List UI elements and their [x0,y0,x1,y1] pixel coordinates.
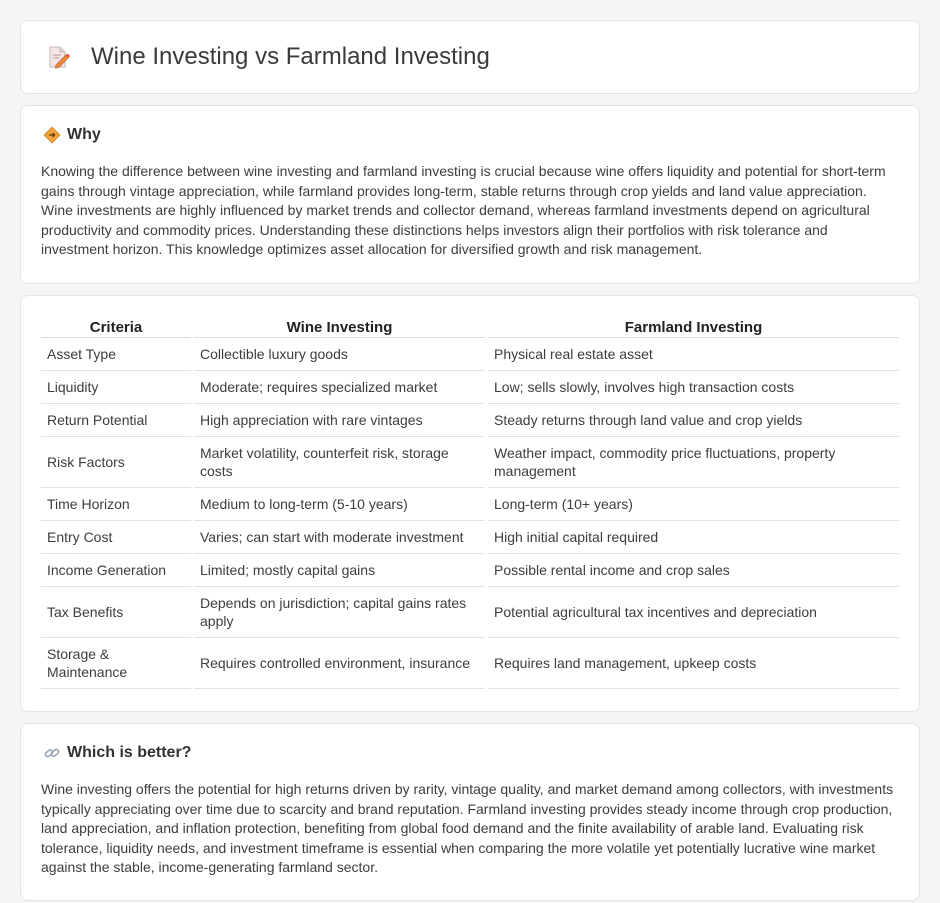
table-cell: Low; sells slowly, involves high transaction costs [488,371,899,404]
table-row [41,338,899,371]
why-section [20,105,920,284]
table-row [41,404,899,437]
which-better-heading [43,744,899,762]
why-title: Why [67,126,101,143]
table-cell: High appreciation with rare vintages [194,404,485,437]
table-cell: Entry Cost [41,521,191,554]
table-cell: Return Potential [41,404,191,437]
table-row [41,521,899,554]
comparison-card [20,295,920,712]
document-pencil-icon [45,44,71,70]
table-cell: Medium to long-term (5-10 years) [194,488,485,521]
table-cell: Physical real estate asset [488,338,899,371]
table-row [41,587,899,638]
why-text: Knowing the difference between wine investing and farmland investing is crucial because wine offers liquidity and potential for short-term gains through vintage appreciation, while farmland provides long-term, stable returns through crop yields and land value appreciation. Wine investments are highly influenced by market trends and collector demand, whereas farmland investments depend on agricultural productivity and commodity prices. Understanding these distinctions helps investors align their portfolios with risk tolerance and investment horizon. This knowledge optimizes asset allocation for diversified growth and risk management. [41,163,886,257]
header-card [20,20,920,94]
table-cell: Limited; mostly capital gains [194,554,485,587]
table-row [41,638,899,689]
table-row [41,554,899,587]
table-cell: Requires controlled environment, insurance [194,638,485,689]
table-header-row [41,318,899,338]
which-better-section [20,723,920,901]
why-heading [43,126,899,144]
table-cell: Liquidity [41,371,191,404]
table-cell: Storage & Maintenance [41,638,191,689]
table-cell: Possible rental income and crop sales [488,554,899,587]
table-cell: Time Horizon [41,488,191,521]
column-header-farmland: Farmland Investing [488,318,899,338]
comparison-table [38,318,902,689]
table-cell: Depends on jurisdiction; capital gains rates apply [194,587,485,638]
table-row [41,488,899,521]
table-cell: Potential agricultural tax incentives and depreciation [488,587,899,638]
table-cell: Risk Factors [41,437,191,488]
table-cell: Varies; can start with moderate investment [194,521,485,554]
table-cell: Weather impact, commodity price fluctuations, property management [488,437,899,488]
table-cell: High initial capital required [488,521,899,554]
link-icon [43,744,61,762]
which-better-text: Wine investing offers the potential for high returns driven by rarity, vintage quality, and market demand among collectors, with investments typically appreciating over time due to scarcity and brand reputation. Farmland investing provides steady income through crop production, land appreciation, and inflation protection, benefiting from global food demand and the finite availability of arable land. Evaluating risk tolerance, liquidity needs, and investment timeframe is essential when comparing the more volatile yet potentially lucrative wine market against the stable, income-generating farmland sector. [41,781,894,875]
column-header-criteria: Criteria [41,318,191,338]
table-cell: Income Generation [41,554,191,587]
table-cell: Asset Type [41,338,191,371]
diamond-sign-icon [43,126,61,144]
table-cell: Market volatility, counterfeit risk, storage costs [194,437,485,488]
table-row [41,437,899,488]
which-better-title: Which is better? [67,744,192,761]
table-cell: Tax Benefits [41,587,191,638]
page-title: Wine Investing vs Farmland Investing [91,43,490,70]
table-cell: Collectible luxury goods [194,338,485,371]
column-header-wine: Wine Investing [194,318,485,338]
table-cell: Long-term (10+ years) [488,488,899,521]
table-cell: Requires land management, upkeep costs [488,638,899,689]
table-row [41,371,899,404]
table-cell: Steady returns through land value and crop yields [488,404,899,437]
table-cell: Moderate; requires specialized market [194,371,485,404]
